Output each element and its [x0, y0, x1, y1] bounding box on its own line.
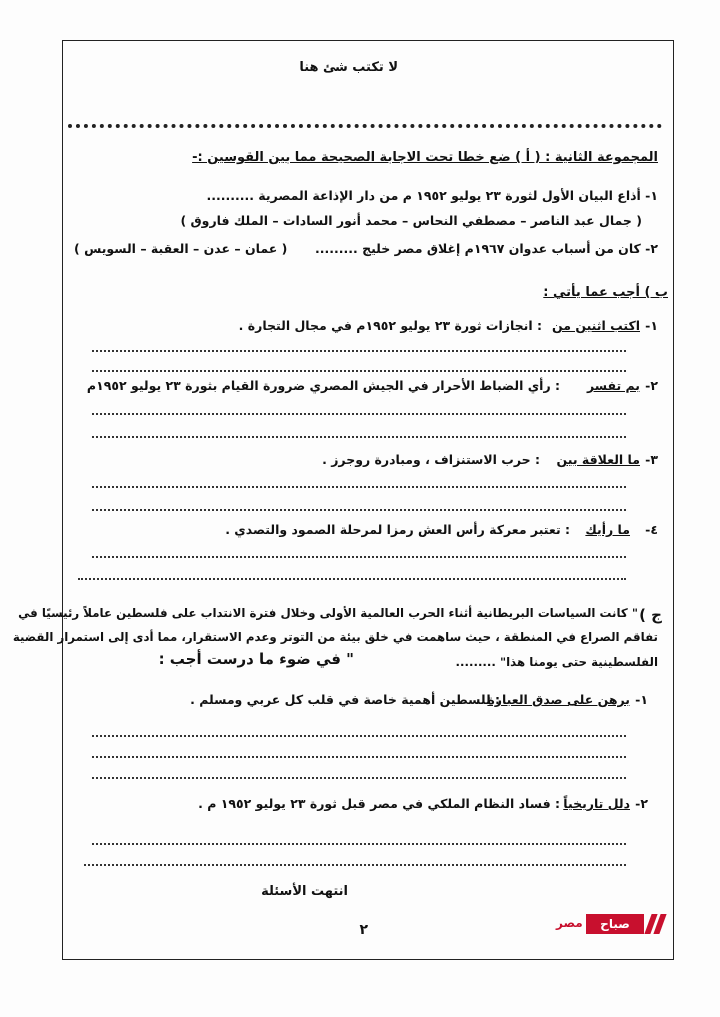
partB-q1-text: : انجازات ثورة ٢٣ يوليو ١٩٥٢م في مجال التجارة . [238, 318, 542, 333]
answer-line [92, 436, 626, 438]
partB-q2-label: بم تفسر [586, 378, 640, 393]
answer-line [92, 370, 626, 372]
partB-q3-text: : حرب الاستنزاف ، ومبادرة روجرز . [322, 452, 540, 467]
answer-line [92, 486, 626, 488]
answer-line [92, 777, 626, 779]
partB-q3-label: ما العلاقة بين [556, 452, 640, 467]
partC-label: ج ) [639, 606, 662, 624]
partB-q4-num: ٤- [645, 522, 658, 537]
logo-subtext: مصر [556, 916, 583, 930]
partB-q2-num: ٢- [645, 378, 658, 393]
partC-instruction: " في ضوء ما درست أجب : [158, 650, 354, 668]
group2-q2: ٢- كان من أسباب عدوان ١٩٦٧م إغلاق مصر خليج ......... [314, 241, 658, 256]
partC-q2-label: دلل تاريخياً [563, 796, 630, 811]
separator-line [68, 124, 662, 128]
partC-q1-num: ١- [635, 692, 648, 707]
partC-line1: " كانت السياسات البريطانية أثناء الحرب العالمية الأولى وخلال فترة الانتداب على فلسطين عاملاً رئيسيًا في [18, 606, 638, 620]
partC-q1-label: برهن على صدق العبارة [487, 692, 630, 707]
partB-title: ب ) أجب عما يأتي : [543, 285, 668, 300]
answer-line [92, 735, 626, 737]
partB-q1-label: اكتب اثنين من [551, 318, 640, 333]
answer-line [92, 413, 626, 415]
answer-line [92, 556, 626, 558]
group2-q2-choices: ( عمان – عدن – العقبة – السويس ) [74, 241, 288, 256]
brand-logo [556, 912, 666, 936]
partC-line3: الفلسطينية حتى يومنا هذا" ......... [455, 655, 658, 669]
end-of-questions: انتهت الأسئلة [261, 884, 348, 899]
group2-q1-choices: ( جمال عبد الناصر – مصطفي النحاس – محمد أنور السادات – الملك فاروق ) [180, 213, 642, 228]
answer-line [84, 864, 626, 866]
answer-line [78, 578, 626, 580]
partC-q1-text: : للسطين أهمية خاصة في قلب كل عربي ومسلم . [190, 692, 500, 707]
partB-q1-num: ١- [645, 318, 658, 333]
partB-q4-text: : تعتبر معركة رأس العش رمزا لمرحلة الصمود والتصدي . [225, 522, 570, 537]
logo-brand: صباح [586, 914, 644, 934]
answer-line [92, 350, 626, 352]
partB-q3-num: ٣- [645, 452, 658, 467]
page-number: ٢ [359, 922, 368, 938]
group2-title: المجموعة الثانية : ( أ ) ضع خطا تحت الاجابة الصحيحة مما بين القوسين :- [192, 150, 658, 165]
partC-line2: تفاقم الصراع في المنطقة ، حيث ساهمت في خلق بيئة من التوتر وعدم الاستقرار، مما أدى إلى استمرار القضية [12, 630, 658, 644]
partC-q2-text: : فساد النظام الملكي في مصر قبل ثورة ٢٣ يوليو ١٩٥٢ م . [198, 796, 560, 811]
no-write-note: لا تكتب شئ هنا [299, 60, 398, 75]
partC-q2-num: ٢- [635, 796, 648, 811]
answer-line [92, 843, 626, 845]
answer-line [92, 509, 626, 511]
partB-q2-text: : رأي الضباط الأحرار في الجيش المصري ضرورة القيام بثورة ٢٣ يوليو ١٩٥٢م [86, 378, 560, 393]
answer-line [92, 756, 626, 758]
group2-q1: ١- أذاع البيان الأول لثورة ٢٣ يوليو ١٩٥٢ م من دار الإذاعة المصرية .......... [206, 188, 658, 203]
page-border [62, 40, 674, 960]
partB-q4-label: ما رأيك [585, 522, 630, 537]
